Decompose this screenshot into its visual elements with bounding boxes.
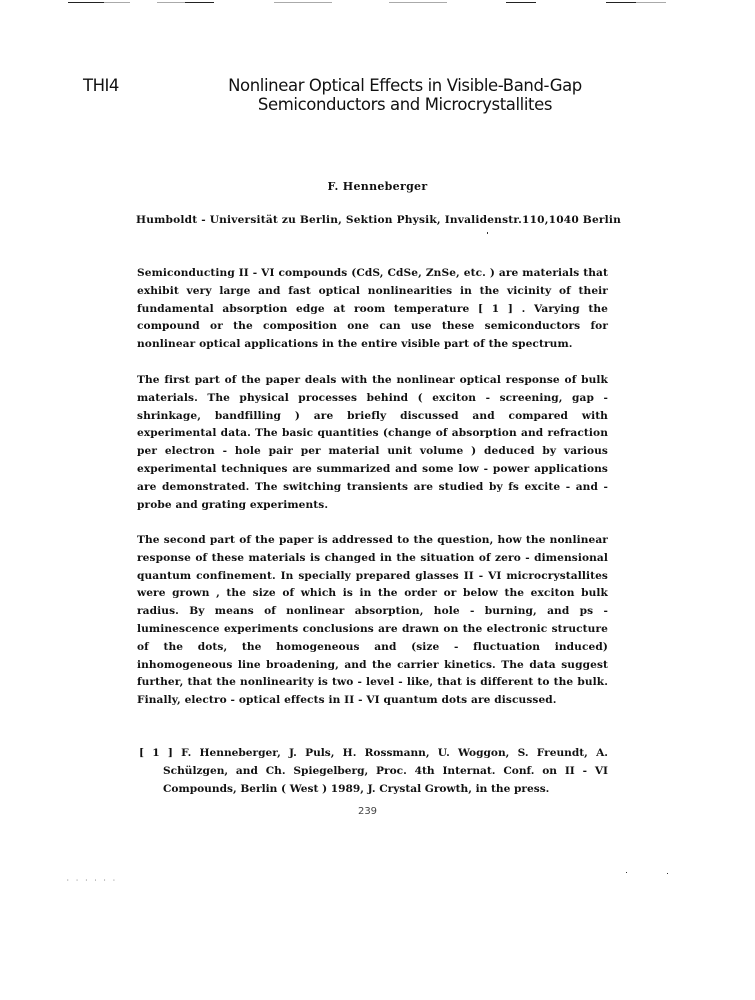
scan-speck [626,872,627,873]
footer-scan-marks: · · · · · · [66,877,117,884]
abstract-paragraph: The first part of the paper deals with the nonlinear optical response of bulk materials. The physical processes behind ( exciton - screening, gap - shrinkage, bandfilling ) are briefly discussed and compared with experimental data. The basic quantities (change of absorption and refraction per electron - hole pair per material unit volume ) deduced by various experimental techniques are summarized and some low - power applications are demonstrated. The switching transients are studied by fs excite - and - probe and grating experiments. [137,374,608,511]
abstract-paragraph: Semiconducting II - VI compounds (CdS, CdSe, ZnSe, etc. ) are materials that exhibit very large and fast optical nonlinearities in the vicinity of their fundamental absorption edge at room temperature [ 1 ] . Varying the compound or the composition one can use these semiconductors for nonlinear optical applications in the entire visible part of the spectrum. [137,267,608,351]
title-line: Nonlinear Optical Effects in Visible-Band-Gap [228,76,582,95]
abstract-paragraph: The second part of the paper is addressed to the question, how the nonlinear response of these materials is changed in the situation of zero - dimensional quantum confinement. In specially prepared glasses II - VI microcrystallites were grown , the size of which is in the order or below the exciton bulk radius. By means of nonlinear absorption, hole - burning, and ps - luminescence experiments conclusions are drawn on the electronic structure of the dots, the homogeneous and (size - fluctuation induced) inhomogeneous line broadening, and the carrier kinetics. The data suggest further, that the nonlinearity is two - level - like, that is different to the bulk. Finally, electro - optical effects in II - VI quantum dots are discussed. [137,534,608,707]
scan-artifact-line [636,2,666,3]
scan-artifact-line [157,2,185,3]
scan-speck [667,873,668,874]
paper-title [160,76,650,114]
scan-speck [487,232,488,234]
scan-artifact-line [389,2,447,3]
title-line: Semiconductors and Microcrystallites [257,95,553,114]
author-name: F. Henneberger [327,180,428,193]
page-number: 239 [357,806,378,817]
session-code: THI4 [83,76,119,95]
reference-item [137,744,608,798]
scan-artifact-line [506,2,536,3]
reference-label: [ 1 ] [139,747,173,759]
scan-artifact-line [274,2,332,3]
scan-artifact-line [185,2,214,3]
scan-artifact-line [68,2,104,3]
reference-text: F. Henneberger, J. Puls, H. Rossmann, U. Woggon, S. Freundt, A. Schülzgen, and Ch. Spiegelberg, Proc. 4th Internat. Conf. on II - VI Compounds, Berlin ( West ) 1989, J. Crystal Growth, in the press. [163,747,608,795]
scan-artifact-line [606,2,636,3]
scan-artifact-line [104,2,130,3]
author-affiliation: Humboldt - Universität zu Berlin, Sektion Physik, Invalidenstr.110,1040 Berlin [136,214,622,226]
